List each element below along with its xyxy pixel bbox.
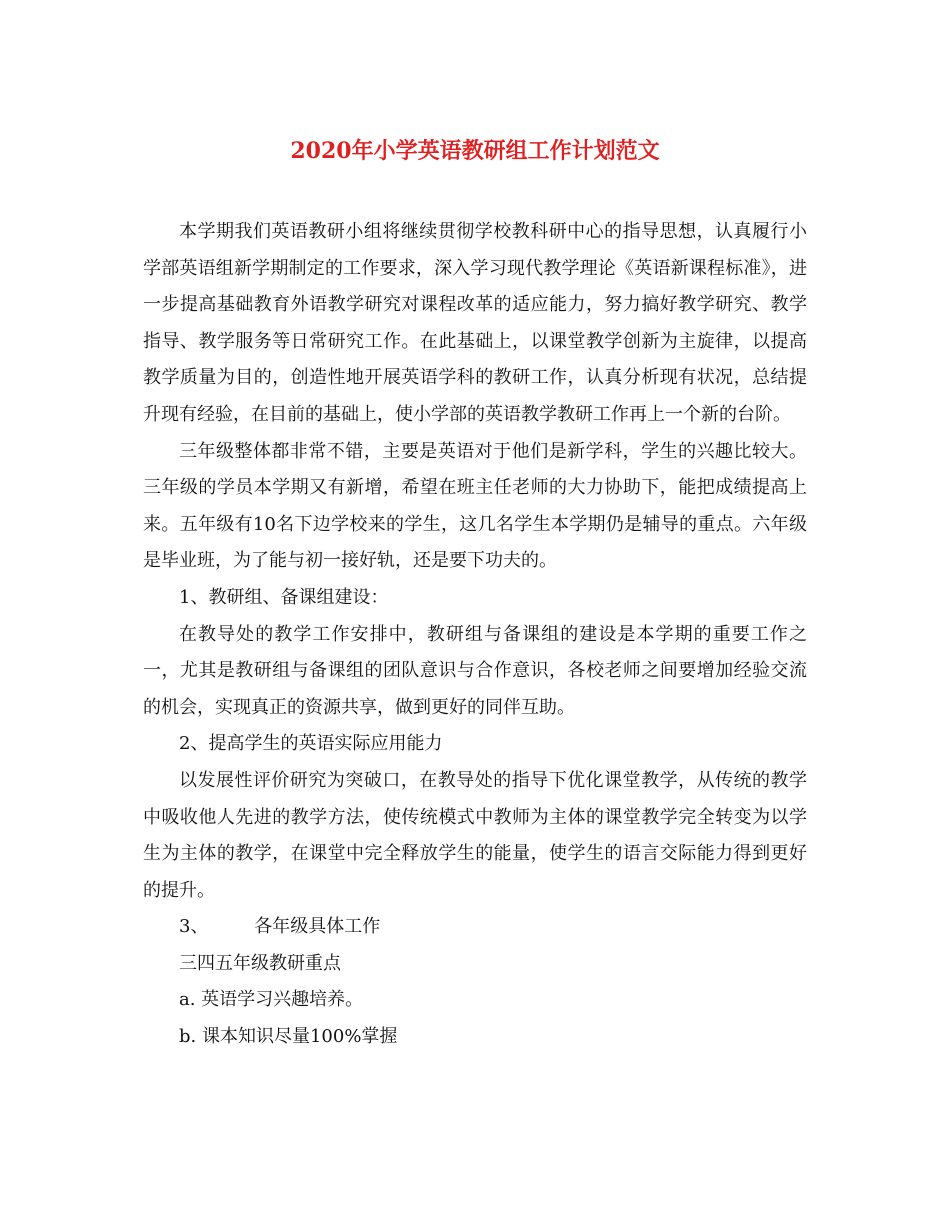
- intro-paragraph: 本学期我们英语教研小组将继续贯彻学校教科研中心的指导思想，认真履行小学部英语组新学期制定的工作要求，深入学习现代教学理论《英语新课程标准》，进一步提高基础教育外语教学研究对课程改革的适应能力，努力搞好教学研究、教学指导、教学服务等日常研究工作。在此基础上，以课堂教学创新为主旋律，以提高教学质量为目的，创造性地开展英语学科的教研工作，认真分析现有状况，总结提升现有经验，在目前的基础上，使小学部的英语教学教研工作再上一个新的台阶。: [143, 221, 807, 425]
- grade-situation-paragraph: 三年级整体都非常不错，主要是英语对于他们是新学科，学生的兴趣比较大。三年级的学员本学期又有新增，希望在班主任老师的大力协助下，能把成绩提高上来。五年级有10名下边学校来的学生，这几名学生本学期仍是辅导的重点。六年级是毕业班，为了能与初一接好轨，还是要下功夫的。: [143, 440, 807, 572]
- list-item-b: b. 课本知识尽量100%掌握: [179, 1026, 398, 1048]
- section-heading-1: 1、教研组、备课组建设：: [179, 586, 389, 608]
- grades-focus-heading: 三四五年级教研重点: [179, 952, 341, 974]
- section-heading-2: 2、提高学生的英语实际应用能力: [179, 733, 443, 755]
- list-item-a: a. 英语学习兴趣培养。: [179, 989, 364, 1011]
- section-1-paragraph: 在教导处的教学工作安排中，教研组与备课组的建设是本学期的重要工作之一，尤其是教研组与备课组的团队意识与合作意识，各校老师之间要增加经验交流的机会，实现真正的资源共享，做到更好的同伴互助。: [143, 623, 807, 718]
- section-heading-3: 3、 各年级具体工作: [179, 916, 381, 938]
- document-title: 2020年小学英语教研组工作计划范文: [290, 138, 660, 164]
- section-2-paragraph: 以发展性评价研究为突破口，在教导处的指导下优化课堂教学，从传统的教学中吸收他人先进的教学方法，使传统模式中教师为主体的课堂教学完全转变为以学生为主体的教学，在课堂中完全释放学生的能量，使学生的语言交际能力得到更好的提升。: [143, 769, 807, 901]
- document-body: [143, 214, 807, 1056]
